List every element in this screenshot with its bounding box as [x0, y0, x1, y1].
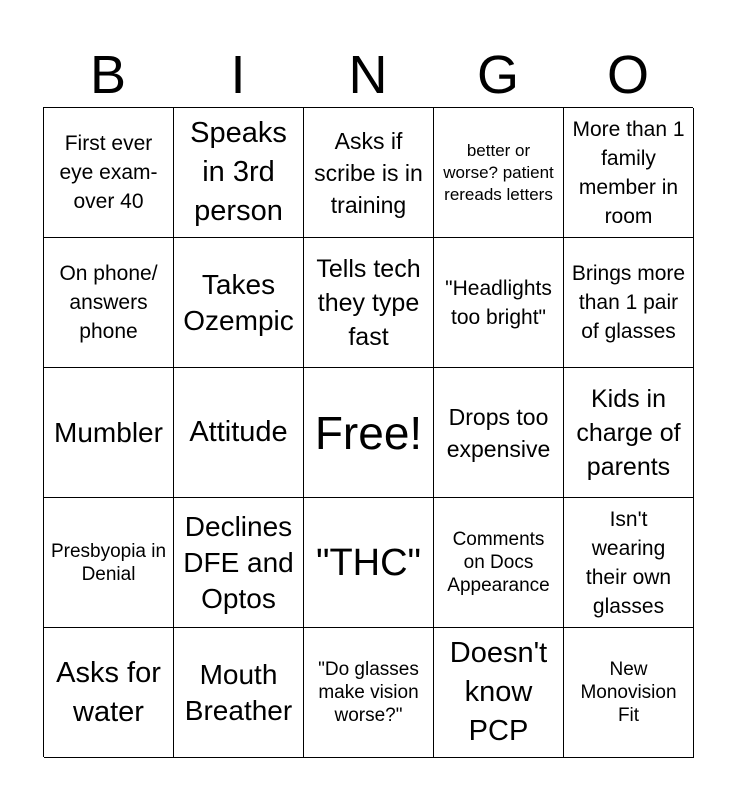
bingo-cell[interactable]: "Headlights too bright" — [434, 238, 564, 368]
bingo-cell[interactable]: Brings more than 1 pair of glasses — [564, 238, 694, 368]
bingo-cell[interactable]: New Monovision Fit — [564, 628, 694, 758]
bingo-cell[interactable]: More than 1 family member in room — [564, 108, 694, 238]
bingo-cell[interactable]: "THC" — [304, 498, 434, 628]
bingo-cell[interactable]: Takes Ozempic — [174, 238, 304, 368]
bingo-cell[interactable]: Doesn't know PCP — [434, 628, 564, 758]
bingo-cell[interactable]: better or worse? patient rereads letters — [434, 108, 564, 238]
header-letter-o: O — [606, 45, 649, 105]
bingo-cell[interactable]: Isn't wearing their own glasses — [564, 498, 694, 628]
bingo-cell[interactable]: Mumbler — [44, 368, 174, 498]
bingo-cell[interactable]: Presbyopia in Denial — [44, 498, 174, 628]
bingo-cell[interactable]: Comments on Docs Appearance — [434, 498, 564, 628]
bingo-cell[interactable]: Asks for water — [44, 628, 174, 758]
header-letter-n: N — [348, 45, 388, 105]
bingo-board — [43, 107, 693, 757]
bingo-cell[interactable]: Kids in charge of parents — [564, 368, 694, 498]
bingo-cell[interactable]: Asks if scribe is in training — [304, 108, 434, 238]
bingo-cell[interactable]: Speaks in 3rd person — [174, 108, 304, 238]
bingo-header — [43, 42, 693, 108]
bingo-cell[interactable]: "Do glasses make vision worse?" — [304, 628, 434, 758]
bingo-cell[interactable]: Drops too expensive — [434, 368, 564, 498]
bingo-cell[interactable]: Attitude — [174, 368, 304, 498]
bingo-cell[interactable]: On phone/ answers phone — [44, 238, 174, 368]
header-letter-i: I — [230, 45, 246, 105]
header-letter-g: G — [476, 45, 519, 105]
bingo-cell[interactable]: Tells tech they type fast — [304, 238, 434, 368]
free-space[interactable]: Free! — [304, 368, 434, 498]
header-letter-b: B — [89, 45, 127, 105]
bingo-cell[interactable]: Mouth Breather — [174, 628, 304, 758]
bingo-cell[interactable]: First ever eye exam- over 40 — [44, 108, 174, 238]
bingo-cell[interactable]: Declines DFE and Optos — [174, 498, 304, 628]
